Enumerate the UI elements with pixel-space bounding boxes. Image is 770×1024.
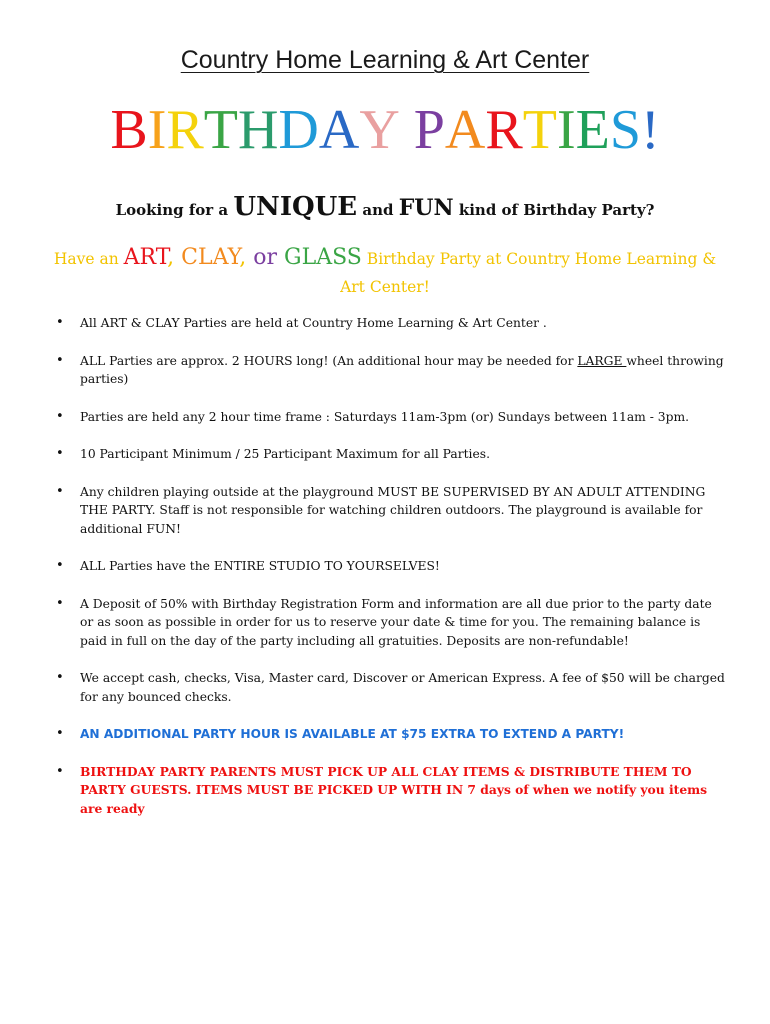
subline-glass: GLASS <box>284 245 362 270</box>
tagline-unique: UNIQUE <box>233 192 358 222</box>
subline-rest: Birthday Party at Country Home Learning & Art Center! <box>340 250 717 296</box>
subline-comma-1: , <box>167 245 182 270</box>
title-letter: A <box>444 99 486 161</box>
title-letter: ! <box>640 99 660 161</box>
subline-clay: CLAY <box>181 245 240 270</box>
rule-participants <box>55 445 725 464</box>
birthday-parties-heading <box>0 96 770 164</box>
rule-location <box>55 314 725 333</box>
rule-deposit <box>55 595 725 651</box>
rule-text: wheel throwing parties) <box>80 353 724 386</box>
rule-text-red: BIRTHDAY PARTY PARENTS MUST PICK UP ALL CLAY ITEMS & DISTRIBUTE THEM TO PARTY GUESTS. ITEMS MUST BE PICKED UP WITH IN 7 days of when we notify you items are ready <box>80 763 708 816</box>
rule-text-blue: AN ADDITIONAL PARTY HOUR IS AVAILABLE AT $75 EXTRA TO EXTEND A PARTY! <box>80 727 625 741</box>
title-letter: R <box>485 99 523 161</box>
tagline <box>0 192 770 222</box>
title-letter: T <box>522 99 557 161</box>
subline-art: ART <box>123 245 168 270</box>
rule-duration <box>55 352 725 389</box>
rule-additional-hour <box>55 725 725 744</box>
rule-clay-pickup <box>55 763 725 819</box>
rule-text: A Deposit of 50% with Birthday Registration Form and information are all due prior to the party date or as soon as possible in order for us to reserve your date & time for you. The remaining balance is paid in full on the day of the party including all gratuities. Deposits are non-refundable! <box>80 596 712 648</box>
rule-time-frame <box>55 408 725 427</box>
rule-supervision <box>55 483 725 539</box>
tagline-fun: FUN <box>398 195 454 221</box>
rule-text: Parties are held any 2 hour time frame : Saturdays 11am-3pm (or) Sundays between 11am - 3pm. <box>80 409 690 424</box>
title-letter: R <box>166 99 204 161</box>
title-letter: E <box>575 99 610 161</box>
rule-entire-studio <box>55 557 725 576</box>
title-letter: D <box>278 99 319 161</box>
party-types-line <box>40 244 730 301</box>
rule-text: ALL Parties have the ENTIRE STUDIO TO YOURSELVES! <box>80 559 440 573</box>
title-letter: B <box>110 99 148 161</box>
title-letter: P <box>413 99 445 161</box>
subline-comma-2: , <box>239 245 254 270</box>
title-letter: I <box>556 99 576 161</box>
rule-payment <box>55 669 725 706</box>
rule-text: 10 Participant Minimum / 25 Participant Maximum for all Parties. <box>80 447 490 461</box>
rule-text: All ART & CLAY Parties are held at Country Home Learning & Art Center . <box>80 316 547 330</box>
rule-text: We accept cash, checks, Visa, Master card, Discover or American Express. A fee of $50 will be charged for any bounced checks. <box>80 671 725 704</box>
tagline-part3: kind of Birthday Party? <box>453 201 655 219</box>
subline-have-an: Have an <box>53 250 124 268</box>
tagline-part2: and <box>357 201 399 219</box>
rule-text: Any children playing outside at the playground MUST BE SUPERVISED BY AN ADULT ATTENDING THE PARTY. Staff is not responsible for watching children outdoors. The playground is available for additional FUN! <box>80 484 706 536</box>
title-letter: I <box>147 99 167 161</box>
title-letter: Y <box>359 99 400 161</box>
title-letter: S <box>609 99 641 161</box>
organization-title <box>0 44 770 76</box>
tagline-part1: Looking for a <box>115 201 234 219</box>
organization-name: Country Home Learning & Art Center <box>180 46 590 74</box>
party-rules-list <box>55 314 725 818</box>
title-letter: T <box>203 99 238 161</box>
rule-text-underlined: LARGE <box>577 353 627 368</box>
title-letter <box>400 96 414 164</box>
rule-text: ALL Parties are approx. 2 HOURS long! (An additional hour may be needed for <box>80 353 578 368</box>
title-letter: A <box>318 99 360 161</box>
subline-or: or <box>253 245 285 270</box>
title-letter: H <box>237 99 279 161</box>
